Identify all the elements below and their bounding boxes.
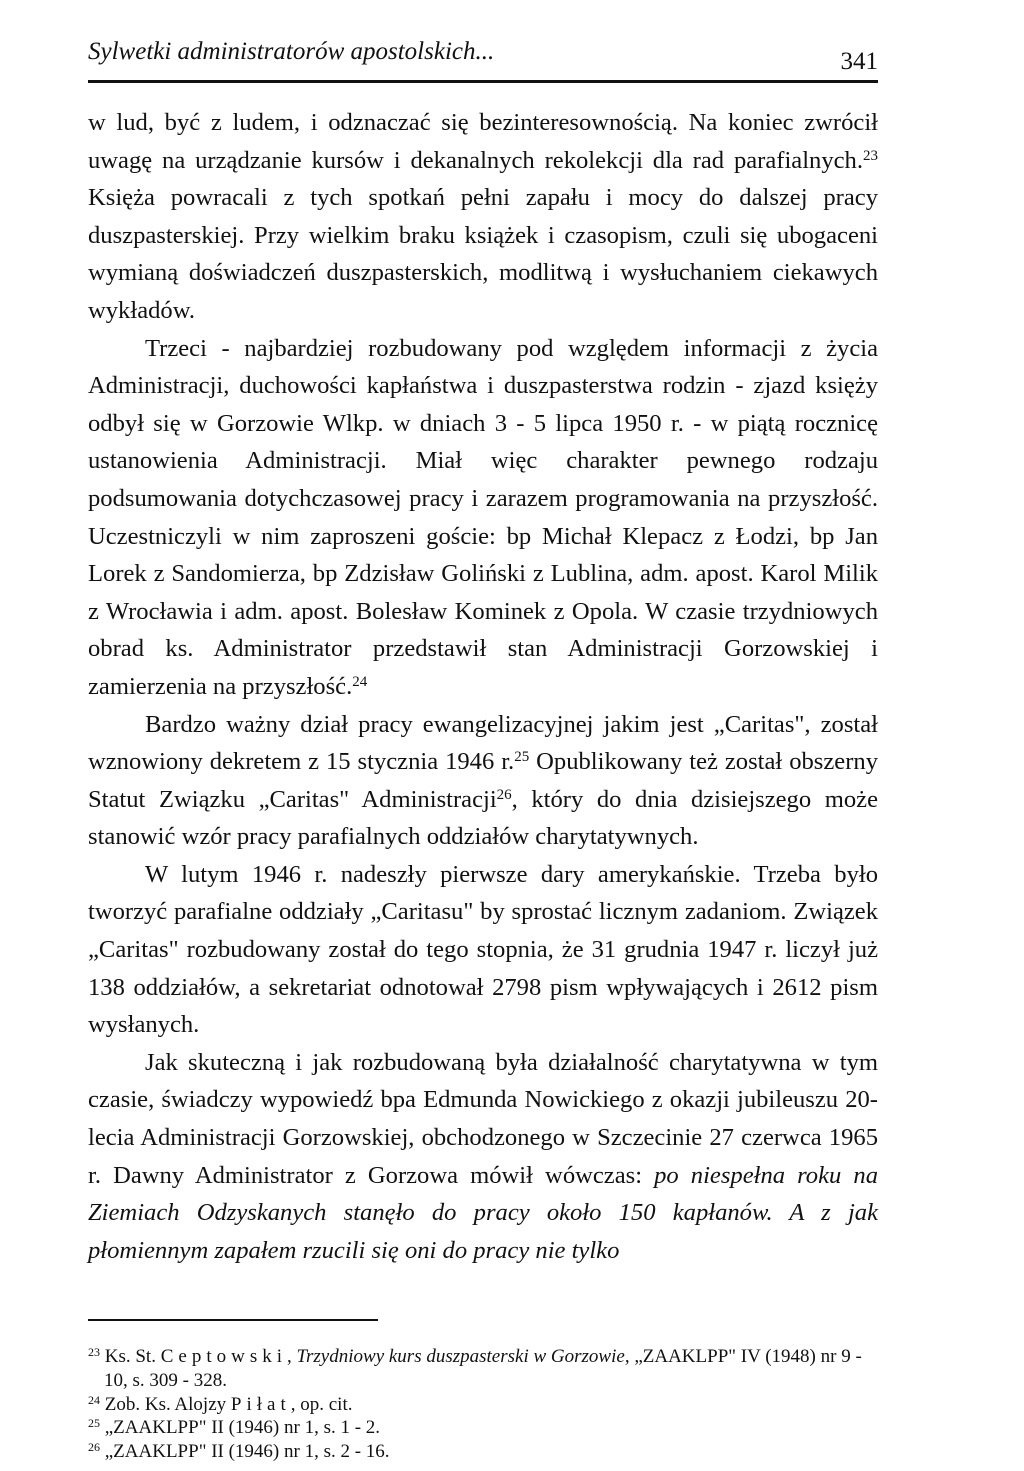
running-title: Sylwetki administratorów apostolskich...: [88, 38, 495, 65]
footnote-number: 23: [88, 1345, 100, 1360]
footnote-text: ,: [287, 1346, 297, 1368]
footnotes: [88, 1345, 878, 1463]
book-page: [88, 28, 878, 1463]
footnote-ref-25: 25: [514, 748, 530, 765]
paragraph-3-text-a: Bardzo ważny dział pracy ewangelizacyjnej jakim jest „Caritas", został wznowiony dekretem z 15 stycznia 1946 r.: [88, 710, 878, 776]
paragraph-1-text-cont: Księża powracali z tych spotkań pełni zapału i mocy do dalszej pracy duszpasterskiej. Przy wielkim braku książek i czasopism, czuli się ubogaceni wymianą doświadczeń duszpasterskich, modlitwą i wysłuchaniem ciekawych wykładów.: [88, 184, 878, 324]
paragraph-2: [88, 330, 878, 706]
footnote-ref-24: 24: [352, 673, 368, 690]
paragraph-2-text: Trzeci - najbardziej rozbudowany pod względem informacji z życia Administracji, duchowości kapłaństwa i duszpasterstwa rodzin - zjazd księży odbył się w Gorzowie Wlkp. w dniach 3 - 5 lipca 1950 r. - w piątą rocznicę ustanowienia Administracji. Miał więc charakter pewnego rodzaju podsumowania dotychczasowej pracy i zarazem programowania na przyszłość. Uczestniczyli w nim zaproszeni goście: bp Michał Klepacz z Łodzi, bp Jan Lorek z Sandomierza, bp Zdzisław Goliński z Lublina, adm. apost. Karol Milik z Wrocławia i adm. apost. Bolesław Kominek z Opola. W czasie trzydniowych obrad ks. Administrator przedstawił stan Administracji Gorzowskiej i zamierzenia na przyszłość.: [88, 334, 878, 700]
paragraph-4-text: W lutym 1946 r. nadeszły pierwsze dary amerykańskie. Trzeba było tworzyć parafialne oddziały „Caritasu" by sprostać licznym zadaniom. Związek „Caritas" rozbudowany został do tego stopnia, że 31 grudnia 1947 r. liczył już 138 oddziałów, a sekretariat odnotował 2798 pism wpływających i 2612 pism wysłanych.: [88, 860, 878, 1039]
footnote-text: „ZAAKLPP" II (1946) nr 1, s. 1 - 2.: [104, 1417, 381, 1439]
header-rule: [88, 80, 878, 83]
paragraph-3-text-b: Opublikowany też został obszerny Statut Związku „Caritas" Administracji: [88, 748, 878, 813]
footnote-number: 25: [88, 1416, 100, 1431]
paragraph-3-text-c: , który do dnia dzisiejszego może stanowić wzór pracy parafialnych oddziałów charytatywnych.: [88, 785, 878, 851]
paragraph-5-quote: po niespełna roku na Ziemiach Odzyskanych stanęło do pracy około 150 kapłanów. A z jak płomiennym zapałem rzucili się oni do pracy nie tylko: [88, 1161, 878, 1264]
body-text: [88, 104, 878, 1269]
footnote-text: Zob. Ks. Alojzy: [104, 1393, 231, 1415]
footnote-number: 24: [88, 1392, 100, 1407]
footnote-text: , „ZAAKLPP" IV (1948) nr 9 - 10, s. 309 - 328.: [104, 1346, 862, 1391]
footnote-ref-23: 23: [863, 147, 878, 164]
footnote-ref-26: 26: [496, 786, 512, 803]
paragraph-1-text: w lud, być z ludem, i odznaczać się bezinteresownością. Na koniec zwrócił uwagę na urządzanie kursów i dekanalnych rekolekcji dla rad parafialnych.: [88, 109, 878, 174]
paragraph-4: [88, 856, 878, 1044]
paragraph-5-text: Jak skuteczną i jak rozbudowaną była działalność charytatywna w tym czasie, świadczy wypowiedź bpa Edmunda Nowickiego z okazji jubileuszu 20-lecia Administracji Gorzowskiej, obchodzonego w Szczecinie 27 czerwca 1965 r. Dawny Administrator z Gorzowa mówił wówczas:: [88, 1048, 878, 1189]
running-header: [88, 28, 878, 78]
paragraph-3: [88, 706, 878, 856]
footnote-text: „ZAAKLPP" II (1946) nr 1, s. 2 - 16.: [104, 1440, 390, 1462]
paragraph-1: [88, 104, 878, 330]
paragraph-5: [88, 1044, 878, 1270]
footnote-23: [88, 1345, 878, 1392]
author-name: Piłat: [230, 1393, 291, 1415]
footnote-text: Ks. St.: [104, 1346, 161, 1368]
footnote-number: 26: [88, 1439, 100, 1454]
footnote-24: [88, 1393, 878, 1417]
footnote-26: [88, 1440, 878, 1464]
author-name: Ceptowski: [160, 1346, 287, 1368]
work-title: Trzydniowy kurs duszpasterski w Gorzowie: [296, 1346, 625, 1368]
page-number: 341: [840, 48, 878, 75]
footnote-text: , op. cit.: [290, 1393, 353, 1415]
footnote-25: [88, 1416, 878, 1440]
footnote-rule: [88, 1319, 378, 1321]
